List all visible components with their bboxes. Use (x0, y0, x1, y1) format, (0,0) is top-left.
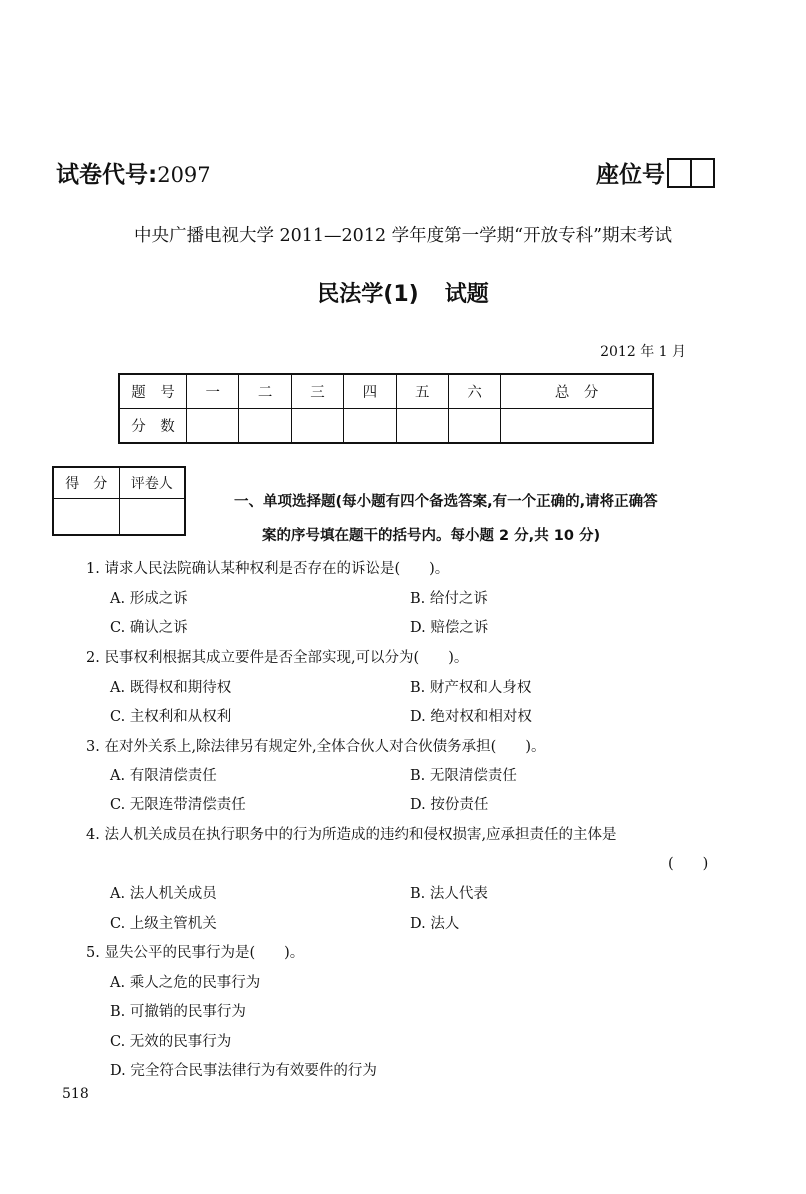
grader-name-cell[interactable] (119, 499, 185, 536)
question-stem: 3. 在对外关系上,除法律另有规定外,全体合伙人对合伙债务承担( )。 (86, 739, 546, 755)
score-cell[interactable] (187, 409, 239, 444)
paper-code-label: 试卷代号: (56, 162, 158, 188)
page-number: 518 (62, 1086, 89, 1102)
option-c: C. 无限连带清偿责任 (110, 797, 246, 813)
seat-number (596, 156, 715, 189)
score-table-header-cell: 题 号 (119, 374, 187, 409)
option-d: D. 法人 (410, 916, 460, 932)
question-stem: 1. 请求人民法院确认某种权利是否存在的诉讼是( )。 (86, 561, 450, 577)
score-table-row-label: 分 数 (119, 409, 187, 444)
question-stem: 4. 法人机关成员在执行职务中的行为所造成的违约和侵权损害,应承担责任的主体是 (86, 827, 617, 843)
paper-code (56, 156, 211, 189)
score-cell[interactable] (344, 409, 396, 444)
exam-title-subject: 民法学(1) (317, 282, 419, 307)
grader-table (52, 466, 186, 536)
option-a: A. 乘人之危的民事行为 (110, 975, 261, 991)
score-table-header-row (119, 374, 653, 409)
option-b: B. 财产权和人身权 (410, 680, 532, 696)
option-a: A. 法人机关成员 (110, 886, 217, 902)
seat-box-cell[interactable] (669, 160, 690, 186)
grader-table-header-row (53, 467, 185, 499)
question-stem: 5. 显失公平的民事行为是( )。 (86, 945, 305, 961)
option-b: B. 可撤销的民事行为 (110, 1004, 246, 1020)
score-table-header-cell: 六 (448, 374, 500, 409)
grader-score-label: 得 分 (53, 467, 119, 499)
score-table (118, 373, 654, 444)
university-line: 中央广播电视大学 2011—2012 学年度第一学期“开放专科”期末考试 (133, 226, 673, 246)
grader-name-label: 评卷人 (119, 467, 185, 499)
score-table-header-cell: 一 (187, 374, 239, 409)
option-d: D. 完全符合民事法律行为有效要件的行为 (110, 1063, 377, 1079)
section-instructions-line2: 案的序号填在题干的括号内。每小题 2 分,共 10 分) (262, 528, 601, 544)
grader-table-input-row (53, 499, 185, 536)
score-cell[interactable] (448, 409, 500, 444)
option-d: D. 按份责任 (410, 797, 489, 813)
score-table-header-cell: 总 分 (501, 374, 653, 409)
option-a: A. 形成之诉 (110, 591, 188, 607)
exam-title (0, 277, 806, 308)
score-cell[interactable] (239, 409, 291, 444)
option-b: B. 给付之诉 (410, 591, 488, 607)
paper-code-value: 2097 (157, 163, 211, 187)
answer-parentheses: ( ) (668, 856, 709, 872)
score-cell[interactable] (396, 409, 448, 444)
option-c: C. 确认之诉 (110, 620, 188, 636)
question-stem: 2. 民事权利根据其成立要件是否全部实现,可以分为( )。 (86, 650, 469, 666)
score-table-header-cell: 五 (396, 374, 448, 409)
section-instructions-line1: 一、单项选择题(每小题有四个备选答案,有一个正确的,请将正确答 (234, 494, 658, 510)
grader-score-cell[interactable] (53, 499, 119, 536)
seat-number-label: 座位号 (596, 162, 665, 188)
score-cell[interactable] (501, 409, 653, 444)
option-b: B. 法人代表 (410, 886, 488, 902)
score-cell[interactable] (291, 409, 343, 444)
seat-box-cell[interactable] (690, 160, 713, 186)
seat-number-box[interactable] (667, 158, 715, 188)
score-table-header-cell: 二 (239, 374, 291, 409)
score-table-header-cell: 三 (291, 374, 343, 409)
option-a: A. 既得权和期待权 (110, 680, 232, 696)
option-c: C. 主权利和从权利 (110, 709, 232, 725)
score-table-score-row (119, 409, 653, 444)
option-c: C. 上级主管机关 (110, 916, 217, 932)
option-b: B. 无限清偿责任 (410, 768, 517, 784)
option-d: D. 赔偿之诉 (410, 620, 489, 636)
exam-title-suffix: 试题 (444, 282, 489, 307)
exam-date: 2012 年 1 月 (600, 344, 686, 360)
option-d: D. 绝对权和相对权 (410, 709, 532, 725)
option-a: A. 有限清偿责任 (110, 768, 217, 784)
option-c: C. 无效的民事行为 (110, 1034, 232, 1050)
score-table-header-cell: 四 (344, 374, 396, 409)
